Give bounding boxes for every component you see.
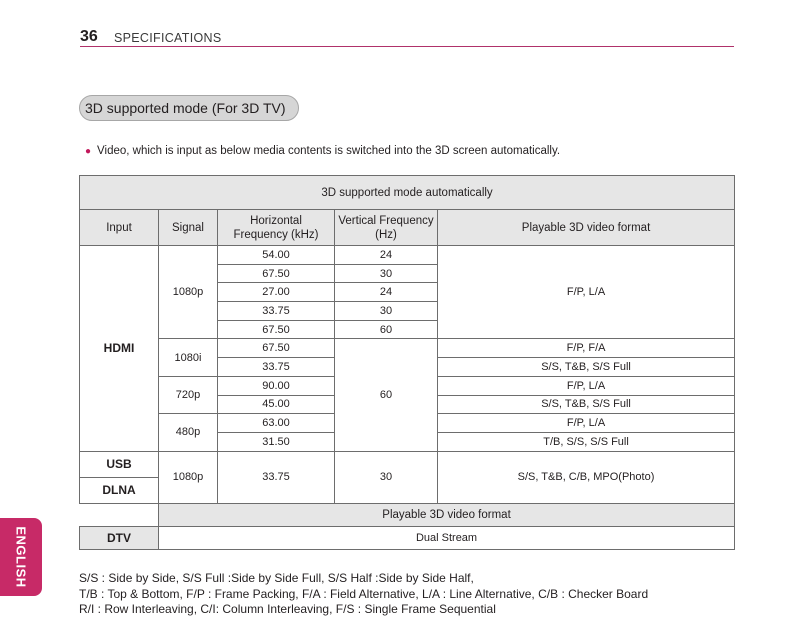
input-hdmi: HDMI xyxy=(80,246,159,452)
format-cell: F/P, L/A xyxy=(438,376,735,395)
col-header-input: Input xyxy=(80,210,159,246)
h-freq-cell: 45.00 xyxy=(218,395,335,414)
language-tab xyxy=(0,518,42,596)
h-freq-cell: 27.00 xyxy=(218,283,335,302)
col-header-h-freq-text: Horizontal Frequency (kHz) xyxy=(233,214,319,241)
format-cell: S/S, T&B, C/B, MPO(Photo) xyxy=(438,451,735,503)
3d-mode-table xyxy=(79,175,735,550)
page-number: 36 xyxy=(80,28,98,45)
page-header xyxy=(80,30,734,47)
dtv-format-cell: Dual Stream xyxy=(159,526,735,549)
h-freq-cell: 67.50 xyxy=(218,320,335,339)
abbreviation-legend xyxy=(79,571,648,618)
bullet-item xyxy=(85,145,560,157)
format-cell: F/P, L/A xyxy=(438,414,735,433)
col-header-format: Playable 3D video format xyxy=(438,210,735,246)
format-cell: S/S, T&B, S/S Full xyxy=(438,395,735,414)
h-freq-cell: 90.00 xyxy=(218,376,335,395)
bullet-text: Video, which is input as below media contents is switched into the 3D screen automatically. xyxy=(97,145,561,157)
signal-1080p: 1080p xyxy=(159,246,218,339)
v-freq-cell: 30 xyxy=(335,302,438,321)
signal-1080i: 1080i xyxy=(159,339,218,376)
col-header-h-freq xyxy=(218,210,335,246)
legend-line: S/S : Side by Side, S/S Full :Side by Side Full, S/S Half :Side by Side Half, xyxy=(79,571,474,585)
input-dtv: DTV xyxy=(80,526,159,549)
table-row xyxy=(80,339,735,358)
table-row xyxy=(80,451,735,477)
signal-usb-dlna: 1080p xyxy=(159,451,218,503)
v-freq-cell: 30 xyxy=(335,264,438,283)
blank-cell xyxy=(80,503,159,526)
v-freq-cell: 60 xyxy=(335,339,438,451)
legend-line: R/I : Row Interleaving, C/I: Column Interleaving, F/S : Single Frame Sequential xyxy=(79,602,496,616)
h-freq-cell: 33.75 xyxy=(218,358,335,377)
legend-line: T/B : Top & Bottom, F/P : Frame Packing, F/A : Field Alternative, L/A : Line Alternative, C/B : Checker Board xyxy=(79,586,649,601)
v-freq-cell: 30 xyxy=(335,451,438,503)
v-freq-cell: 60 xyxy=(335,320,438,339)
section-name: SPECIFICATIONS xyxy=(114,31,222,45)
input-dlna: DLNA xyxy=(80,477,159,503)
table-row xyxy=(80,526,735,549)
table-row xyxy=(80,246,735,265)
signal-720p: 720p xyxy=(159,376,218,413)
h-freq-cell: 67.50 xyxy=(218,264,335,283)
language-tab-label: ENGLISH xyxy=(13,526,29,588)
signal-480p: 480p xyxy=(159,414,218,451)
h-freq-cell: 31.50 xyxy=(218,432,335,451)
h-freq-cell: 54.00 xyxy=(218,246,335,265)
h-freq-cell: 67.50 xyxy=(218,339,335,358)
col-header-v-freq-text: Vertical Frequency (Hz) xyxy=(338,214,434,241)
format-cell: F/P, L/A xyxy=(438,246,735,339)
v-freq-cell: 24 xyxy=(335,283,438,302)
col-header-signal: Signal xyxy=(159,210,218,246)
format-cell: S/S, T&B, S/S Full xyxy=(438,358,735,377)
section-title: 3D supported mode (For 3D TV) xyxy=(79,95,299,121)
bullet-dot-icon: ● xyxy=(85,146,92,157)
dtv-format-header: Playable 3D video format xyxy=(159,503,735,526)
v-freq-cell: 24 xyxy=(335,246,438,265)
table-row xyxy=(80,503,735,526)
col-header-v-freq xyxy=(335,210,438,246)
input-usb: USB xyxy=(80,451,159,477)
table-title: 3D supported mode automatically xyxy=(80,176,735,210)
format-cell: T/B, S/S, S/S Full xyxy=(438,432,735,451)
h-freq-cell: 33.75 xyxy=(218,302,335,321)
h-freq-cell: 63.00 xyxy=(218,414,335,433)
format-cell: F/P, F/A xyxy=(438,339,735,358)
h-freq-cell: 33.75 xyxy=(218,451,335,503)
